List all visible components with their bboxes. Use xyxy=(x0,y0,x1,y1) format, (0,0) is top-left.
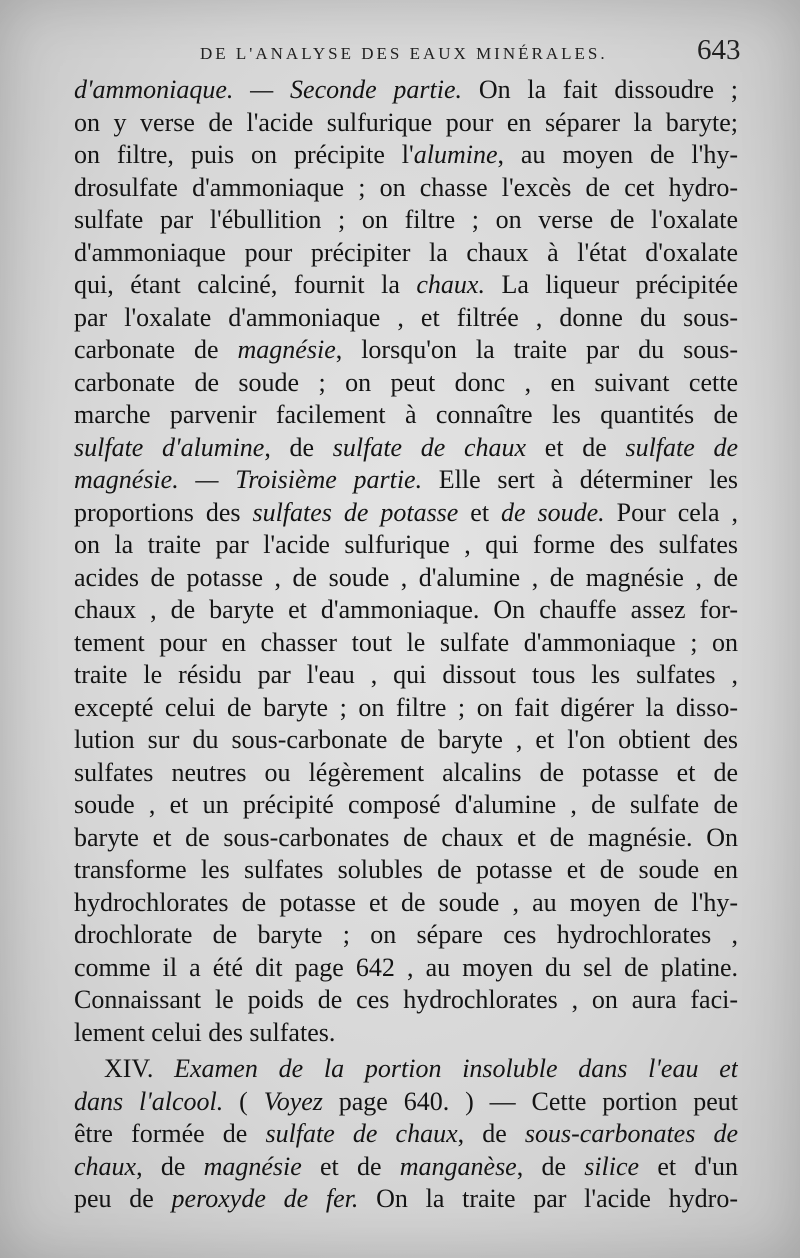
text-line xyxy=(74,1085,738,1119)
italic-text: magnésie xyxy=(237,335,336,364)
text-run: baryte et de sous-carbonates de chaux et de magnésie. On xyxy=(74,822,738,852)
text-run: marche parvenir facilement à connaître les quantités de xyxy=(74,400,738,429)
italic-text: silice xyxy=(584,1151,640,1181)
text-line xyxy=(74,853,738,887)
italic-text: dans l'alcool. xyxy=(74,1086,224,1116)
text-line xyxy=(74,593,738,627)
italic-text: sulfate de chaux xyxy=(332,432,527,462)
text-line xyxy=(74,268,738,302)
text-run: par l'oxalate d'ammoniaque , et filtrée , donne du sous- xyxy=(74,302,738,332)
page-header xyxy=(0,34,800,74)
text-run: proportions des xyxy=(74,497,253,527)
text-line xyxy=(74,626,738,660)
text-run: , de xyxy=(516,1151,585,1181)
italic-text: Examen de la portion insoluble dans l'eau et xyxy=(153,1054,738,1083)
text-run: hydrochlorates de potasse et de soude , au moyen de l'hy- xyxy=(74,887,738,917)
text-line xyxy=(74,496,738,530)
text-run: Pour cela , xyxy=(604,497,738,527)
italic-text: magnésie. — Troisième partie. xyxy=(74,465,423,494)
text-run: chaux , de baryte et d'ammoniaque. On chauffe assez for- xyxy=(74,595,738,624)
text-run: , de xyxy=(136,1151,204,1181)
text-run: La liqueur précipitée xyxy=(484,270,738,299)
text-run: et d'un xyxy=(639,1151,738,1181)
italic-text: d'ammoniaque. — Seconde partie. xyxy=(74,75,463,104)
italic-text: peroxyde de fer. xyxy=(171,1184,359,1213)
text-run: peu de xyxy=(74,1184,172,1213)
text-line xyxy=(74,528,738,562)
text-line xyxy=(74,951,738,985)
text-line xyxy=(74,171,738,205)
text-line xyxy=(74,886,738,920)
text-run: On la traite par l'acide hydro- xyxy=(358,1184,738,1213)
text-run: XIV. xyxy=(104,1054,154,1083)
text-run: et de xyxy=(301,1151,400,1181)
text-run: comme il a été dit page 642 , au moyen du sel de platine. xyxy=(74,952,738,982)
italic-text: sulfates de potasse xyxy=(252,497,459,527)
text-run: carbonate de soude ; on peut donc , en suivant cette xyxy=(74,367,738,397)
italic-text: sulfate de xyxy=(625,432,738,462)
text-run: soude , et un précipité composé d'alumine , de sulfate de xyxy=(74,790,738,819)
text-line xyxy=(74,723,738,757)
text-run: carbonate de xyxy=(74,335,238,364)
text-line xyxy=(74,333,738,367)
italic-text: chaux xyxy=(74,1151,137,1181)
text-run: acides de potasse , de soude , d'alumine , de magnésie , de xyxy=(74,562,738,592)
text-line xyxy=(74,138,738,172)
text-line xyxy=(74,821,738,855)
italic-text: de soude. xyxy=(501,497,605,527)
text-line xyxy=(74,691,738,725)
text-run: et de xyxy=(526,432,626,462)
text-line xyxy=(74,73,738,107)
text-run: page 640. ) — Cette portion peut xyxy=(322,1086,738,1116)
text-run: et xyxy=(458,497,502,527)
italic-text: alumine xyxy=(413,140,498,169)
text-line xyxy=(74,106,738,140)
text-run: transforme les sulfates solubles de potasse et de soude en xyxy=(74,855,738,884)
text-line xyxy=(74,658,738,692)
italic-text: magnésie xyxy=(203,1151,302,1181)
text-line xyxy=(74,398,738,432)
italic-text: sulfate de chaux xyxy=(265,1119,458,1148)
text-line xyxy=(74,366,738,400)
text-line xyxy=(74,301,738,335)
text-line xyxy=(74,561,738,595)
text-line xyxy=(74,203,738,237)
text-line xyxy=(74,236,738,270)
text-run: lution sur du sous-carbonate de baryte , et l'on obtient des xyxy=(74,725,738,754)
italic-text: sulfate d'alumine xyxy=(74,432,265,462)
text-run: on la traite par l'acide sulfurique , qui forme des sulfates xyxy=(74,530,738,559)
text-run: drochlorate de baryte ; on sépare ces hydrochlorates , xyxy=(74,920,738,949)
text-run: être formée de xyxy=(74,1119,266,1148)
text-run: Elle sert à déterminer les xyxy=(422,465,738,494)
italic-text: sous-carbonates de xyxy=(524,1119,738,1148)
text-run: excepté celui de baryte ; on filtre ; on fait digérer la disso- xyxy=(74,692,738,722)
text-line xyxy=(74,983,738,1017)
text-line xyxy=(74,1016,738,1050)
page-number: 643 xyxy=(697,34,741,66)
text-run: sulfate par l'ébullition ; on filtre ; on verse de l'oxalate xyxy=(74,205,738,234)
text-run: sulfates neutres ou légèrement alcalins de potasse et de xyxy=(74,757,738,787)
text-run: qui, étant calciné, fournit la xyxy=(74,270,417,299)
text-run: d'ammoniaque pour précipiter la chaux à l'état d'oxalate xyxy=(74,237,738,267)
text-run: , de xyxy=(457,1119,525,1148)
text-line xyxy=(74,431,738,465)
text-run: drosulfate d'ammoniaque ; on chasse l'excès de cet hydro- xyxy=(74,172,738,202)
text-run: , lorsqu'on la traite par du sous- xyxy=(335,335,738,364)
text-run: traite le résidu par l'eau , qui dissout tous les sulfates , xyxy=(74,660,738,689)
text-run: , au moyen de l'hy- xyxy=(497,140,738,169)
text-line xyxy=(74,788,738,822)
text-run: Connaissant le poids de ces hydrochlorates , on aura faci- xyxy=(74,985,738,1014)
running-head: DE L'ANALYSE DES EAUX MINÉRALES. xyxy=(200,44,608,63)
text-run: tement pour en chasser tout le sulfate d'ammoniaque ; on xyxy=(74,627,738,657)
text-run: On la fait dissoudre ; xyxy=(462,75,738,104)
text-run: on filtre, puis on précipite l' xyxy=(74,140,414,169)
text-line xyxy=(74,463,738,497)
text-run: on y verse de l'acide sulfurique pour en séparer la baryte; xyxy=(74,107,738,137)
text-run: lement celui des sulfates. xyxy=(74,1017,336,1047)
italic-text: Voyez xyxy=(263,1086,323,1116)
text-line xyxy=(104,1052,738,1086)
italic-text: chaux. xyxy=(416,270,485,299)
text-line xyxy=(74,918,738,952)
text-run: , de xyxy=(264,432,333,462)
text-run: ( xyxy=(223,1086,264,1116)
text-line xyxy=(74,1182,738,1216)
text-line xyxy=(74,1150,738,1184)
text-line xyxy=(74,1117,738,1151)
italic-text: manganèse xyxy=(399,1151,517,1181)
text-line xyxy=(74,756,738,790)
